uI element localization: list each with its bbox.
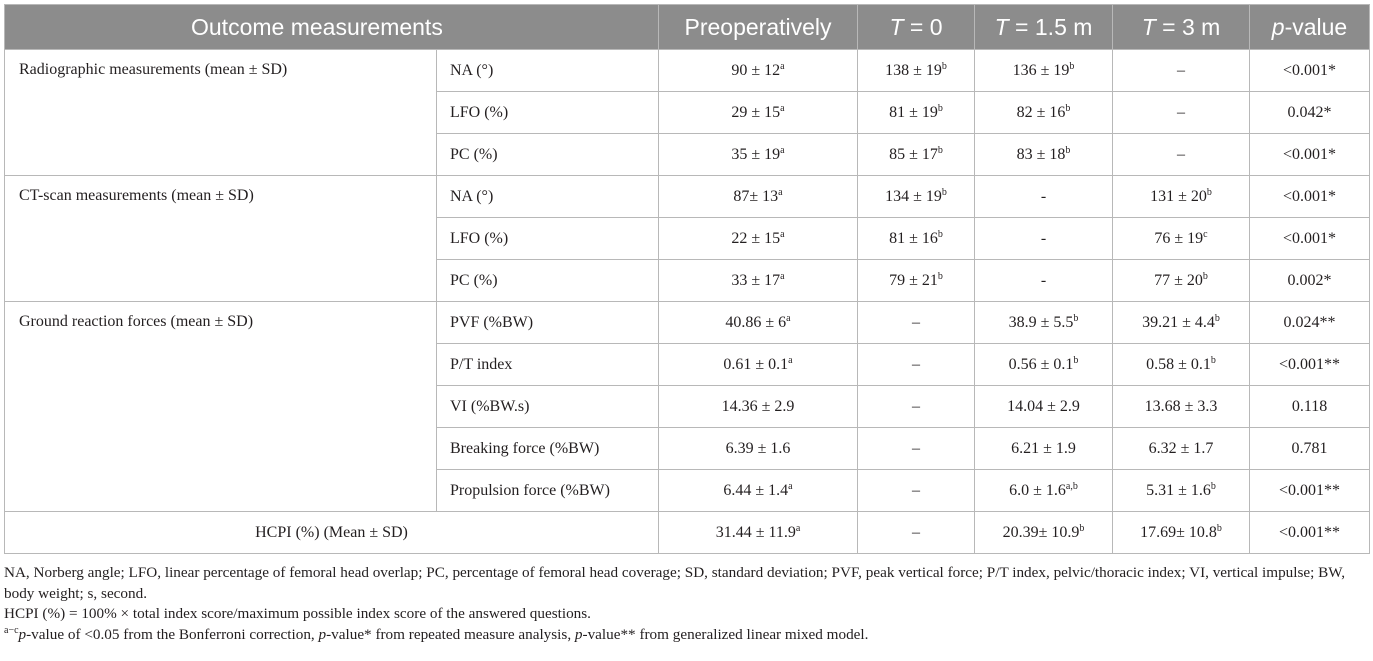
outcome-table: [4, 4, 1370, 554]
table-header-row: [5, 5, 1370, 50]
measure-cell: P/T index: [437, 344, 659, 386]
t15-cell: -: [975, 260, 1113, 302]
t3-cell: $76 \pm 19^c$: [1113, 218, 1250, 260]
t0-cell: –: [858, 344, 975, 386]
pre-cell: $90 \pm 12^a$: [659, 50, 858, 92]
pre-cell: $35 \pm 19^a$: [659, 134, 858, 176]
table-row: [5, 512, 1370, 554]
measure-cell: NA (°): [437, 176, 659, 218]
measure-cell: NA (°): [437, 50, 659, 92]
t0-cell: $85 \pm 17^b$: [858, 134, 975, 176]
pre-cell: $29 \pm 15^a$: [659, 92, 858, 134]
table-row: [5, 302, 1370, 344]
measure-cell: VI (%BW.s): [437, 386, 659, 428]
measure-cell: Propulsion force (%BW): [437, 470, 659, 512]
pre-cell: 31.44 ± 11.9$^a$: [659, 512, 858, 554]
p-cell: <0.001**: [1250, 470, 1370, 512]
pre-cell: 14.36 ± 2.9: [659, 386, 858, 428]
pre-cell: $22 \pm 15^a$: [659, 218, 858, 260]
t15-cell: -: [975, 218, 1113, 260]
pre-cell: 6.44 ± 1.4$^a$: [659, 470, 858, 512]
measure-cell: Breaking force (%BW): [437, 428, 659, 470]
p-cell: 0.024**: [1250, 302, 1370, 344]
p-cell: <0.001**: [1250, 512, 1370, 554]
p-cell: 0.002*: [1250, 260, 1370, 302]
t15-cell: $6.0 \pm 1.6^{a,b}$: [975, 470, 1113, 512]
table-row: [5, 176, 1370, 218]
t15-cell: $83 \pm 18^b$: [975, 134, 1113, 176]
hcpi-formula-note: HCPI (%) = 100% × total index score/maximum possible index score of the answered questions.: [4, 605, 591, 622]
t3-cell: –: [1113, 92, 1250, 134]
header-t3m: T = 3 m: [1113, 5, 1250, 50]
hcpi-label: HCPI (%) (Mean ± SD): [5, 512, 659, 554]
pre-cell: $33 \pm 17^a$: [659, 260, 858, 302]
t3-cell: 5.31 ± 1.6$^b$: [1113, 470, 1250, 512]
t3-cell: $131 \pm 20^b$: [1113, 176, 1250, 218]
t15-cell: $136 \pm 19^b$: [975, 50, 1113, 92]
t0-cell: –: [858, 428, 975, 470]
t15-cell: 6.21 ± 1.9: [975, 428, 1113, 470]
t0-cell: –: [858, 302, 975, 344]
t3-cell: $77 \pm 20^b$: [1113, 260, 1250, 302]
p-cell: 0.118: [1250, 386, 1370, 428]
header-t1-5m: T = 1.5 m: [975, 5, 1113, 50]
t3-cell: 6.32 ± 1.7: [1113, 428, 1250, 470]
t3-cell: –: [1113, 50, 1250, 92]
group-label-radiographic: Radiographic measurements (mean ± SD): [5, 50, 437, 176]
p-cell: <0.001**: [1250, 344, 1370, 386]
header-t0: T = 0: [858, 5, 975, 50]
t0-cell: –: [858, 512, 975, 554]
t0-cell: $81 \pm 19^b$: [858, 92, 975, 134]
header-outcome-measurements: Outcome measurements: [5, 5, 659, 50]
t0-cell: –: [858, 470, 975, 512]
t15-cell: 38.9 ± 5.5$^b$: [975, 302, 1113, 344]
t15-cell: -: [975, 176, 1113, 218]
p-cell: <0.001*: [1250, 50, 1370, 92]
p-cell: <0.001*: [1250, 218, 1370, 260]
header-p-value: p-value: [1250, 5, 1370, 50]
t15-cell: 20.39± 10.9$^b$: [975, 512, 1113, 554]
p-cell: 0.042*: [1250, 92, 1370, 134]
t3-cell: 17.69± 10.8$^b$: [1113, 512, 1250, 554]
t0-cell: $134 \pm 19^b$: [858, 176, 975, 218]
t3-cell: 13.68 ± 3.3: [1113, 386, 1250, 428]
pre-cell: $40.86 \pm 6^a$: [659, 302, 858, 344]
table-footnotes: [4, 563, 1369, 645]
p-cell: <0.001*: [1250, 176, 1370, 218]
significance-note: $^{a-c}$p-value of <0.05 from the Bonferroni correction, p-value* from repeated measure analysis, p-value** from generalized linear mixed model.: [4, 624, 869, 643]
pre-cell: 6.39 ± 1.6: [659, 428, 858, 470]
pre-cell: 0.61 ± 0.1$^a$: [659, 344, 858, 386]
t0-cell: $81 \pm 16^b$: [858, 218, 975, 260]
t15-cell: $82 \pm 16^b$: [975, 92, 1113, 134]
t3-cell: 39.21 ± 4.4$^b$: [1113, 302, 1250, 344]
measure-cell: PVF (%BW): [437, 302, 659, 344]
header-preoperatively: Preoperatively: [659, 5, 858, 50]
p-cell: 0.781: [1250, 428, 1370, 470]
measure-cell: LFO (%): [437, 92, 659, 134]
measure-cell: LFO (%): [437, 218, 659, 260]
abbreviations-note: NA, Norberg angle; LFO, linear percentage of femoral head overlap; PC, percentage of femoral head coverage; SD, standard deviation; PVF, peak vertical force; P/T index, pelvic/thoracic index; VI, vertical impulse; BW, body weight; s, second.: [4, 564, 1346, 602]
t3-cell: 0.58 ± 0.1$^b$: [1113, 344, 1250, 386]
measure-cell: PC (%): [437, 134, 659, 176]
p-cell: <0.001*: [1250, 134, 1370, 176]
pre-cell: $87\pm 13^a$: [659, 176, 858, 218]
t15-cell: 0.56 ± 0.1$^b$: [975, 344, 1113, 386]
t0-cell: $138 \pm 19^b$: [858, 50, 975, 92]
t0-cell: $79 \pm 21^b$: [858, 260, 975, 302]
t3-cell: –: [1113, 134, 1250, 176]
group-label-ground-reaction-forces: Ground reaction forces (mean ± SD): [5, 302, 437, 512]
group-label-ct-scan: CT-scan measurements (mean ± SD): [5, 176, 437, 302]
table-row: [5, 50, 1370, 92]
t15-cell: 14.04 ± 2.9: [975, 386, 1113, 428]
t0-cell: –: [858, 386, 975, 428]
measure-cell: PC (%): [437, 260, 659, 302]
